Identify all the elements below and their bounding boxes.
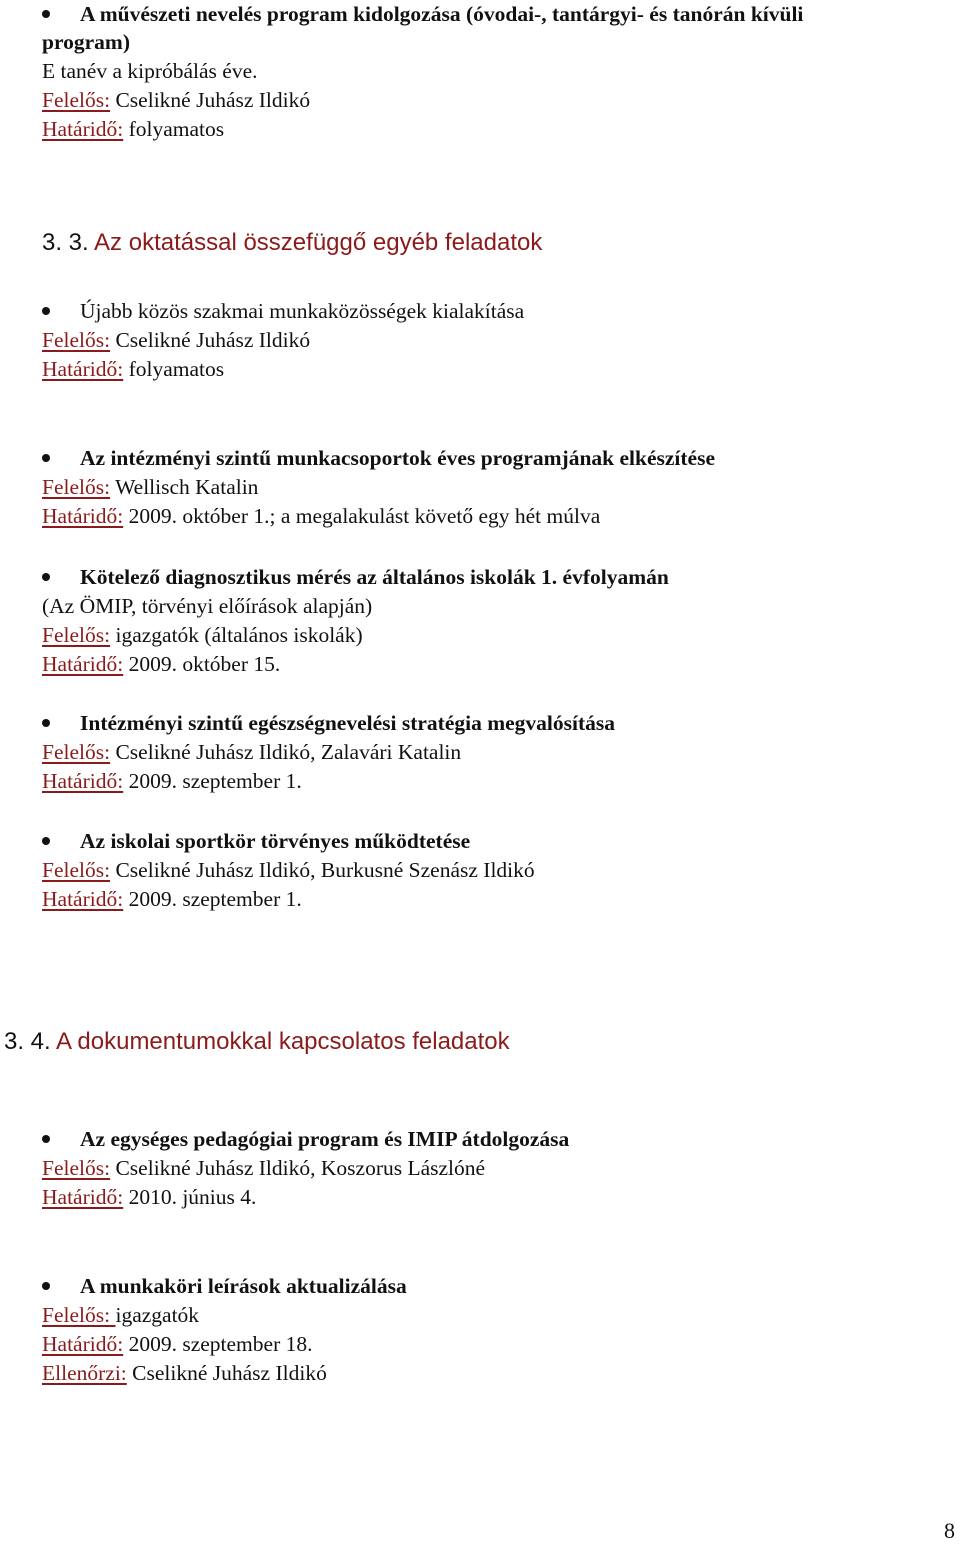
section-heading-3-3 [42, 228, 542, 258]
page-number: 8 [944, 1518, 955, 1543]
responsible-value: Wellisch Katalin [110, 475, 259, 499]
checker-value: Cselikné Juhász Ildikó [126, 1361, 327, 1385]
task-title: Az intézményi szintű munkacsoportok éves programjának elkészítése [80, 446, 715, 470]
bullet-icon [42, 1282, 50, 1290]
deadline-value: 2009. október 1.; a megalakulást követő egy hét múlva [123, 504, 601, 528]
deadline-row [42, 115, 224, 143]
task-title: Kötelező diagnosztikus mérés az általános iskolák 1. évfolyamán [80, 565, 669, 589]
responsible-label: Felelős: [42, 1156, 111, 1180]
deadline-row [42, 1330, 312, 1358]
bullet-icon [42, 307, 50, 315]
responsible-row [42, 621, 363, 649]
deadline-value: 2009. szeptember 18. [123, 1332, 313, 1356]
task-title: Az iskolai sportkör törvényes működtetése [80, 829, 471, 853]
deadline-row [42, 650, 280, 678]
responsible-label: Felelős: [42, 328, 111, 352]
deadline-label: Határidő: [42, 357, 124, 381]
task-note: (Az ÖMIP, törvényi előírások alapján) [42, 594, 373, 618]
task-title: A művészeti nevelés program kidolgozása (óvodai-, tantárgyi- és tanórán kívüli [80, 2, 804, 26]
deadline-label: Határidő: [42, 652, 124, 676]
bullet-icon [42, 454, 50, 462]
task-title: Az egységes pedagógiai program és IMIP átdolgozása [80, 1127, 570, 1151]
deadline-label: Határidő: [42, 504, 124, 528]
deadline-label: Határidő: [42, 769, 124, 793]
deadline-row [42, 767, 302, 795]
deadline-row [42, 885, 302, 913]
responsible-label: Felelős: [42, 740, 111, 764]
task-title: A munkaköri leírások aktualizálása [80, 1274, 407, 1298]
responsible-value: igazgatók (általános iskolák) [110, 623, 363, 647]
deadline-value: folyamatos [123, 117, 225, 141]
responsible-row [42, 1301, 199, 1329]
deadline-label: Határidő: [42, 887, 124, 911]
deadline-row [42, 1183, 256, 1211]
deadline-label: Határidő: [42, 1332, 124, 1356]
task-title: Intézményi szintű egészségnevelési stratégia megvalósítása [80, 711, 616, 735]
checker-row [42, 1359, 327, 1387]
bullet-icon [42, 719, 50, 727]
responsible-label: Felelős: [42, 858, 111, 882]
bullet-icon [42, 573, 50, 581]
deadline-value: folyamatos [123, 357, 225, 381]
responsible-row [42, 856, 535, 884]
responsible-value: Cselikné Juhász Ildikó, Koszorus Lászlóné [110, 1156, 486, 1180]
responsible-value: Cselikné Juhász Ildikó [110, 328, 311, 352]
task-note: E tanév a kipróbálás éve. [42, 59, 258, 83]
bullet-icon [42, 10, 50, 18]
section-title: Az oktatással összefüggő egyéb feladatok [94, 229, 543, 256]
deadline-row [42, 355, 224, 383]
bullet-icon [42, 1135, 50, 1143]
section-heading-3-4 [4, 1027, 510, 1057]
responsible-row [42, 738, 461, 766]
deadline-label: Határidő: [42, 1185, 124, 1209]
responsible-value: Cselikné Juhász Ildikó, Burkusné Szenász Ildikó [110, 858, 535, 882]
checker-label: Ellenőrzi: [42, 1361, 127, 1385]
responsible-value: igazgatók [115, 1303, 200, 1327]
bullet-icon [42, 837, 50, 845]
responsible-value: Cselikné Juhász Ildikó, Zalavári Katalin [110, 740, 462, 764]
deadline-row [42, 502, 600, 530]
deadline-value: 2009. október 15. [123, 652, 281, 676]
deadline-label: Határidő: [42, 117, 124, 141]
responsible-row [42, 1154, 485, 1182]
responsible-row [42, 326, 310, 354]
responsible-row [42, 473, 258, 501]
responsible-row [42, 86, 310, 114]
deadline-value: 2010. június 4. [123, 1185, 257, 1209]
section-number: 3. 4. [4, 1028, 51, 1055]
section-title: A dokumentumokkal kapcsolatos feladatok [56, 1028, 510, 1055]
responsible-label: Felelős: [42, 1303, 116, 1327]
responsible-value: Cselikné Juhász Ildikó [110, 88, 311, 112]
section-number: 3. 3. [42, 229, 89, 256]
deadline-value: 2009. szeptember 1. [123, 769, 302, 793]
responsible-label: Felelős: [42, 475, 111, 499]
task-title-continued: program) [42, 30, 130, 54]
deadline-value: 2009. szeptember 1. [123, 887, 302, 911]
responsible-label: Felelős: [42, 623, 111, 647]
task-title: Újabb közös szakmai munkaközösségek kialakítása [80, 299, 525, 323]
responsible-label: Felelős: [42, 88, 111, 112]
